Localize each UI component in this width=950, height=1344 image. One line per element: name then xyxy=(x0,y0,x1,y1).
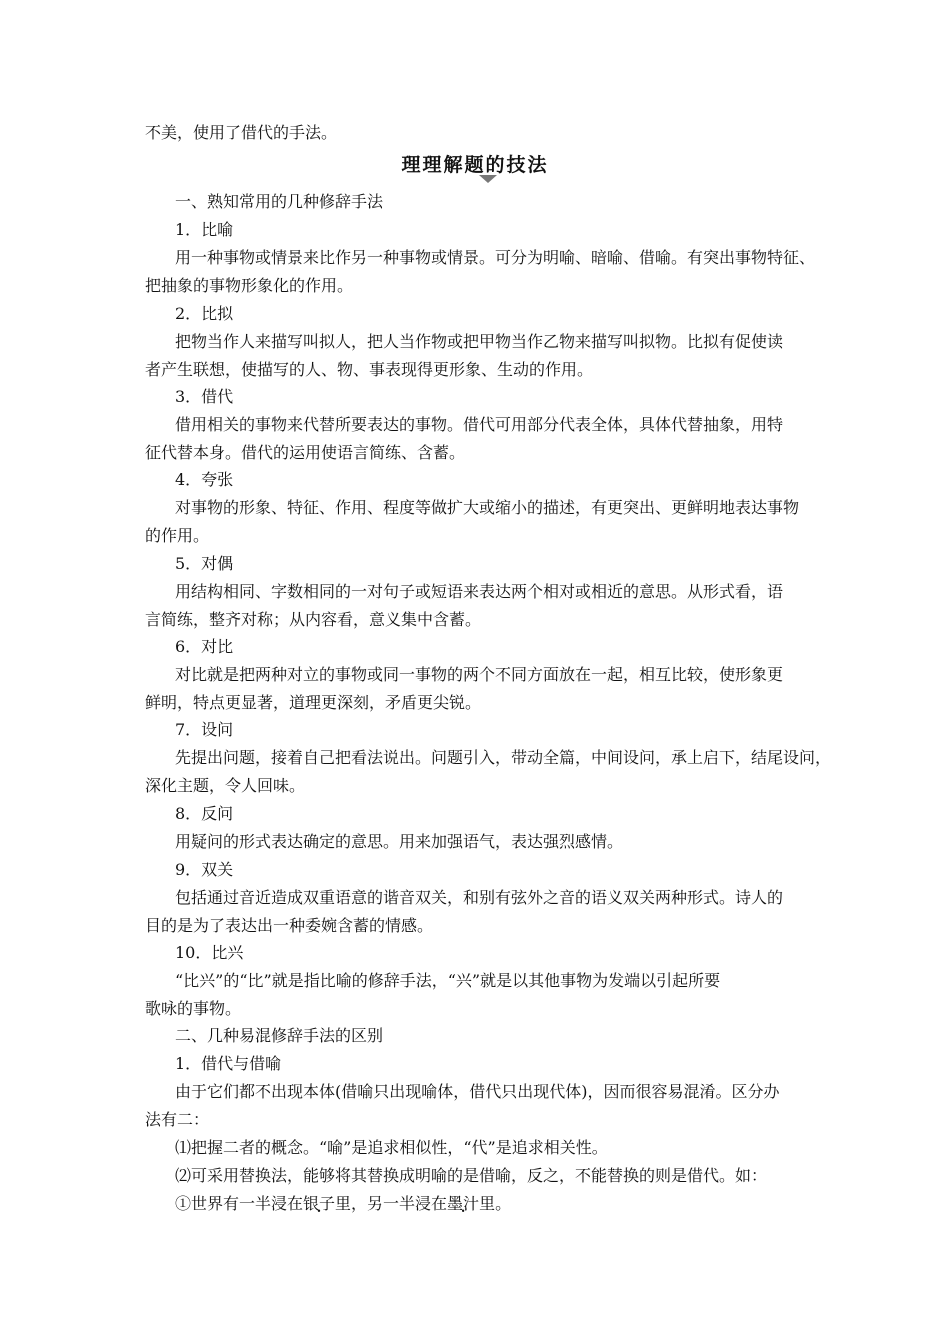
item-heading: 7．设问 xyxy=(175,720,234,739)
emphasis-word: 银子 xyxy=(303,1194,336,1213)
item-heading: 3．借代 xyxy=(175,387,234,406)
example-1 xyxy=(175,1194,511,1214)
item-line: 借用相关的事物来代替所要表达的事物。借代可用部分代表全体，具体代替抽象，用特 xyxy=(175,415,784,434)
item-line: 对事物的形象、特征、作用、程度等做扩大或缩小的描述，有更突出、更鲜明地表达事物 xyxy=(175,498,800,517)
item-heading: 8．反问 xyxy=(175,804,234,823)
point-1: ⑴把握二者的概念。“喻”是追求相似性，“代”是追求相关性。 xyxy=(175,1138,608,1157)
item-line: 用结构相同、字数相同的一对句子或短语来表达两个相对或相近的意思。从形式看，语 xyxy=(175,582,784,601)
item-line: 对比就是把两种对立的事物或同一事物的两个不同方面放在一起，相互比较，使形象更 xyxy=(175,665,784,684)
item-line: 鲜明，特点更显著，道理更深刻，矛盾更尖锐。 xyxy=(145,693,482,712)
emphasis-word: 墨汁 xyxy=(447,1194,480,1213)
item-heading: 6．对比 xyxy=(175,637,234,656)
item-line: 目的是为了表达出一种委婉含蓄的情感。 xyxy=(145,916,434,935)
item-line: 先提出问题，接着自己把看法说出。问题引入，带动全篇，中间设问，承上启下，结尾设问， xyxy=(175,748,832,767)
item-line: 的作用。 xyxy=(145,526,210,545)
item-heading: 9．双关 xyxy=(175,860,234,879)
item-line: 把抽象的事物形象化的作用。 xyxy=(145,276,354,295)
example-text: 里。 xyxy=(479,1194,512,1213)
item-line: 征代替本身。借代的运用使语言简练、含蓄。 xyxy=(145,443,466,462)
item-line: 用一种事物或情景来比作另一种事物或情景。可分为明喻、暗喻、借喻。有突出事物特征、 xyxy=(175,248,816,267)
item-line: 言简练，整齐对称；从内容看，意义集中含蓄。 xyxy=(145,610,482,629)
item-line: 用疑问的形式表达确定的意思。用来加强语气，表达强烈感情。 xyxy=(175,832,624,851)
item-heading: 4．夸张 xyxy=(175,470,234,489)
item-line: 包括通过音近造成双重语意的谐音双关，和别有弦外之音的语义双关两种形式。诗人的 xyxy=(175,888,784,907)
part1-heading: 一、熟知常用的几种修辞手法 xyxy=(175,192,384,211)
item-heading: 5．对偶 xyxy=(175,554,234,573)
point-2: ⑵可采用替换法，能够将其替换成明喻的是借喻，反之，不能替换的则是借代。如： xyxy=(175,1166,768,1185)
item-heading: 2．比拟 xyxy=(175,304,234,323)
intro-tail: 不美，使用了借代的手法。 xyxy=(145,123,338,142)
item-line: 歌咏的事物。 xyxy=(145,999,242,1018)
item-heading: 1．比喻 xyxy=(175,220,234,239)
section-title: 理理解题的技法 xyxy=(401,154,549,176)
part2-sub-heading: 1．借代与借喻 xyxy=(175,1054,282,1073)
item-heading: 10．比兴 xyxy=(175,943,244,962)
part2-para-line: 法有二： xyxy=(145,1110,210,1129)
item-line: 深化主题，令人回味。 xyxy=(145,776,306,795)
example-text: 里，另一半浸在 xyxy=(335,1194,448,1213)
item-line: 者产生联想，使描写的人、物、事表现得更形象、生动的作用。 xyxy=(145,360,594,379)
down-triangle-icon xyxy=(479,175,497,183)
example-text: ①世界有一半浸在 xyxy=(175,1194,304,1213)
item-line: “比兴”的“比”就是指比喻的修辞手法，“兴”就是以其他事物为发端以引起所要 xyxy=(175,971,721,990)
part2-heading: 二、几种易混修辞手法的区别 xyxy=(175,1026,384,1045)
part2-para-line: 由于它们都不出现本体(借喻只出现喻体，借代只出现代体)，因而很容易混淆。区分办 xyxy=(175,1082,780,1101)
item-line: 把物当作人来描写叫拟人，把人当作物或把甲物当作乙物来描写叫拟物。比拟有促使读 xyxy=(175,332,784,351)
